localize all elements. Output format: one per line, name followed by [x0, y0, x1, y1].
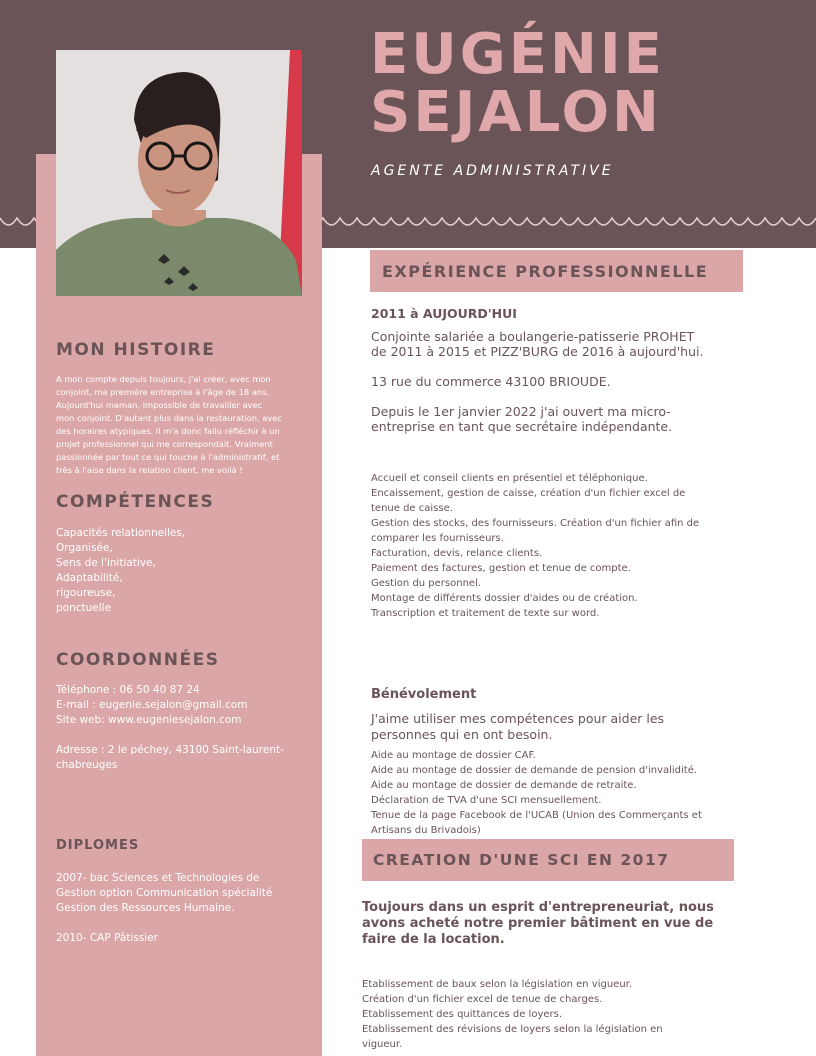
text-line: J'aime utiliser mes compétences pour aider les	[371, 711, 665, 726]
text-line: Toujours dans un esprit d'entrepreneuriat, nous	[362, 900, 714, 915]
task-line: Tenue de la page Facebook de l'UCAB (Union des Commerçants et	[371, 810, 702, 821]
address-line: chabreuges	[56, 759, 118, 771]
histoire-text	[56, 373, 308, 477]
histoire-line: très à l'aise dans la relation client, me voilà !	[56, 465, 243, 475]
histoire-line: mon conjoint. D'autant plus dans la restauration, avec	[56, 413, 282, 423]
histoire-heading: MON HISTOIRE	[56, 340, 216, 360]
diploma-line: 2007- bac Sciences et Technologies de	[56, 872, 260, 884]
task-line: Etablissement des révisions de loyers selon la législation en	[362, 1024, 663, 1035]
person-portrait-icon	[56, 50, 302, 296]
competences-list	[56, 526, 308, 616]
diplomes-heading: DIPLOMES	[56, 838, 140, 853]
contact-block	[56, 683, 308, 773]
task-line: Gestion des stocks, des fournisseurs. Création d'un fichier afin de	[371, 518, 700, 529]
last-name: SEJALON	[370, 80, 662, 145]
text-line: Conjointe salariée a boulangerie-patisserie PROHET	[371, 329, 695, 344]
experience-period: 2011 à AUJOURD'HUI	[371, 306, 517, 321]
phone-text[interactable]: Téléphone : 06 50 40 87 24	[56, 684, 200, 696]
website-link[interactable]: Site web: www.eugeniesejalon.com	[56, 714, 242, 726]
task-line: Aide au montage de dossier de demande de pension d'invalidité.	[371, 765, 698, 776]
sci-intro	[362, 900, 714, 948]
skill-item: rigoureuse,	[56, 587, 116, 599]
sci-tasks	[362, 977, 663, 1052]
sci-heading: CREATION D'UNE SCI EN 2017	[373, 851, 670, 869]
experience-address: 13 rue du commerce 43100 BRIOUDE.	[371, 374, 611, 389]
profile-photo	[56, 50, 302, 296]
experience-micro	[371, 404, 672, 434]
diploma-line: 2010- CAP Pâtissier	[56, 932, 158, 944]
histoire-line: conjoint, ma première entreprise à l'âge de 18 ans.	[56, 387, 270, 397]
task-line: Encaissement, gestion de caisse, création d'un fichier excel de	[371, 488, 686, 499]
skill-item: ponctuelle	[56, 602, 112, 614]
task-line: Aide au montage de dossier de demande de retraite.	[371, 780, 637, 791]
sci-banner	[362, 839, 734, 881]
first-name: EUGÉNIE	[370, 22, 665, 87]
text-line: entreprise en tant que secrétaire indépendante.	[371, 419, 673, 434]
coordonnees-heading: COORDONNÉES	[56, 650, 220, 670]
task-line: Transcription et traitement de texte sur word.	[371, 608, 600, 619]
skill-item: Capacités relationnelles,	[56, 527, 186, 539]
skill-item: Sens de l'initiative,	[56, 557, 156, 569]
job-title: AGENTE ADMINISTRATIVE	[371, 163, 614, 179]
task-line: Artisans du Brivadois)	[371, 825, 481, 836]
task-line: Etablissement de baux selon la législation en vigueur.	[362, 979, 633, 990]
task-line: Paiement des factures, gestion et tenue de compte.	[371, 563, 631, 574]
task-line: Montage de différents dossier d'aides ou de création.	[371, 593, 638, 604]
benevolat-intro	[371, 711, 664, 743]
histoire-line: des horaires atypiques. Il m'a donc fallu réfléchir à un	[56, 426, 280, 436]
email-link[interactable]: E-mail : eugenie.sejalon@gmail.com	[56, 699, 248, 711]
diploma-line: Gestion des Ressources Humaine.	[56, 902, 235, 914]
diploma-line: Gestion option Communication spécialité	[56, 887, 273, 899]
competences-heading: COMPÉTENCES	[56, 492, 215, 512]
histoire-line: projet professionnel qui me correspondait. Vraiment	[56, 439, 273, 449]
task-line: vigueur.	[362, 1039, 403, 1050]
experience-tasks	[371, 471, 699, 621]
benevolat-heading: Bénévolement	[371, 687, 477, 702]
experience-heading: EXPÉRIENCE PROFESSIONNELLE	[382, 261, 709, 281]
task-line: Facturation, devis, relance clients.	[371, 548, 543, 559]
histoire-line: Aujourd'hui maman, impossible de travailler avec	[56, 400, 263, 410]
benevolat-tasks	[371, 748, 702, 838]
task-line: Aide au montage de dossier CAF.	[371, 750, 536, 761]
text-line: de 2011 à 2015 et PIZZ'BURG de 2016 à aujourd'hui.	[371, 344, 704, 359]
task-line: Accueil et conseil clients en présentiel et téléphonique.	[371, 473, 648, 484]
task-line: Etablissement des quittances de loyers.	[362, 1009, 563, 1020]
task-line: Gestion du personnel.	[371, 578, 482, 589]
diplomes-list	[56, 871, 308, 946]
experience-intro	[371, 329, 703, 359]
address-line: Adresse : 2 le péchey, 43100 Saint-laurent-	[56, 744, 284, 756]
skill-item: Organisée,	[56, 542, 113, 554]
text-line: Depuis le 1er janvier 2022 j'ai ouvert ma micro-	[371, 404, 671, 419]
histoire-line: A mon compte depuis toujours, j'ai créer, avec mon	[56, 374, 271, 384]
candidate-name	[370, 22, 800, 145]
text-line: personnes qui en ont besoin.	[371, 727, 553, 742]
task-line: Déclaration de TVA d'une SCI mensuellement.	[371, 795, 602, 806]
skill-item: Adaptabilité,	[56, 572, 123, 584]
histoire-line: passionnée par tout ce qui touche à l'administratif, et	[56, 452, 280, 462]
task-line: comparer les fournisseurs.	[371, 533, 504, 544]
task-line: tenue de caisse.	[371, 503, 453, 514]
experience-banner	[370, 250, 743, 292]
text-line: avons acheté notre premier bâtiment en vue de	[362, 916, 714, 931]
text-line: faire de la location.	[362, 932, 505, 947]
task-line: Création d'un fichier excel de tenue de charges.	[362, 994, 603, 1005]
